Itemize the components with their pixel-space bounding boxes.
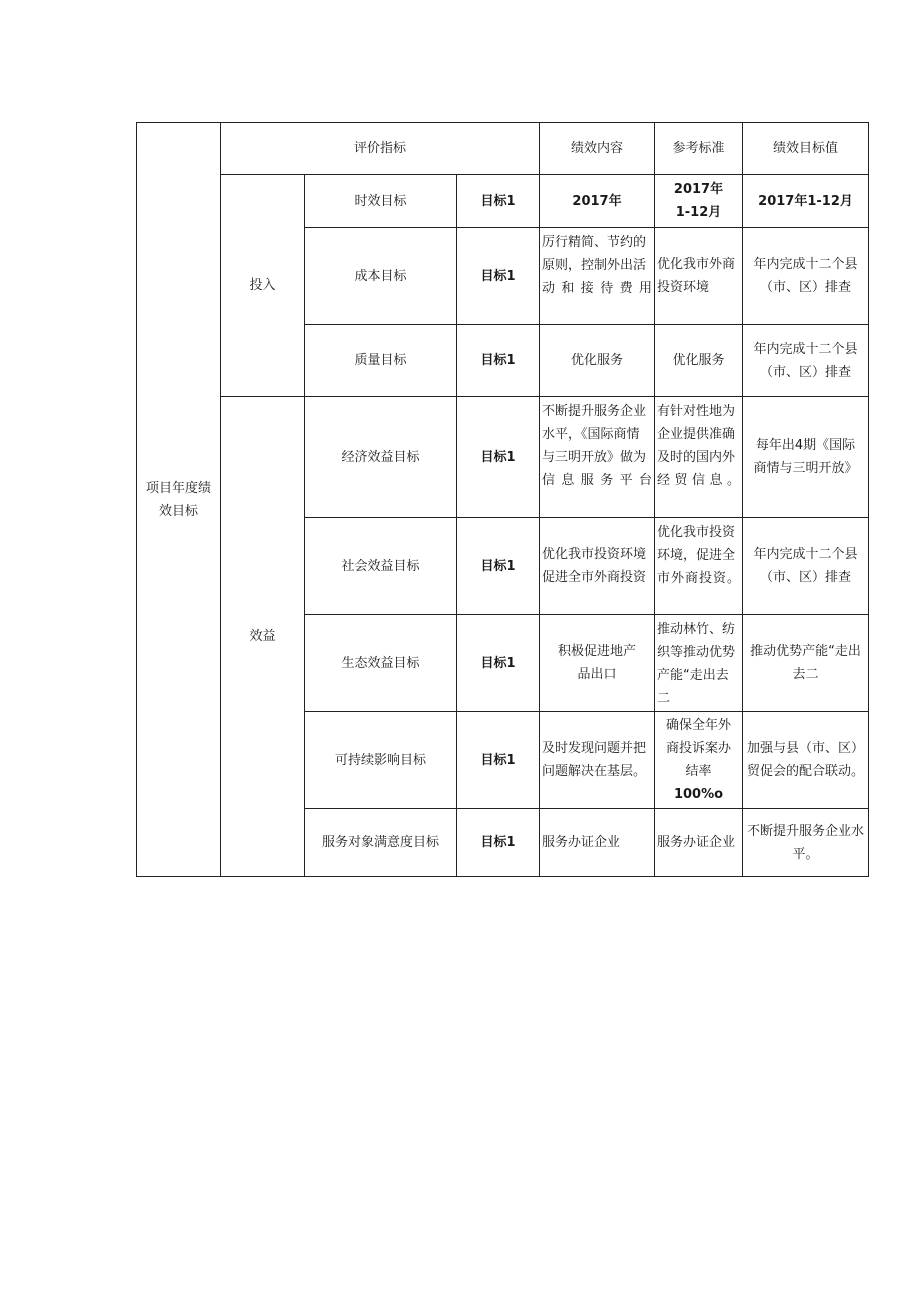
standard-cell: 优化我市投资环境，促进全市外商投资。 — [655, 518, 743, 615]
content-cell: 及时发现问题并把问题解决在基层。 — [540, 712, 655, 809]
standard-percentage: 100%o — [673, 787, 724, 802]
indicator-cell: 服务对象满意度目标 — [305, 809, 457, 877]
content-cell: 不断提升服务企业水平，《国际商情与三明开放》做为信息服务平台 — [540, 397, 655, 518]
indicator-cell: 可持续影响目标 — [305, 712, 457, 809]
target-cell: 目标1 — [457, 325, 540, 397]
indicator-cell: 社会效益目标 — [305, 518, 457, 615]
value-cell: 加强与县（市、区）贸促会的配合联动。 — [743, 712, 869, 809]
indicator-cell: 经济效益目标 — [305, 397, 457, 518]
standard-cell: 服务办证企业 — [655, 809, 743, 877]
value-cell: 2017年1-12月 — [743, 175, 869, 228]
value-cell: 年内完成十二个县（市、区）排查 — [743, 325, 869, 397]
target-cell: 目标1 — [457, 397, 540, 518]
performance-goals-table — [136, 122, 869, 877]
indicator-cell: 时效目标 — [305, 175, 457, 228]
content-cell: 厉行精简、节约的原则，控制外出活动和接待费用 — [540, 228, 655, 325]
value-cell: 年内完成十二个县（市、区）排查 — [743, 518, 869, 615]
content-cell: 优化我市投资环境促进全市外商投资 — [540, 518, 655, 615]
target-cell: 目标1 — [457, 615, 540, 712]
standard-cell: 有针对性地为企业提供准确及时的国内外经贸信息。 — [655, 397, 743, 518]
header-indicator: 评价指标 — [221, 123, 540, 175]
target-cell: 目标1 — [457, 809, 540, 877]
target-cell: 目标1 — [457, 228, 540, 325]
value-cell: 推动优势产能“走出去二 — [743, 615, 869, 712]
content-cell: 优化服务 — [540, 325, 655, 397]
target-cell: 目标1 — [457, 175, 540, 228]
standard-text: 确保全年外商投诉案办结率 — [666, 718, 732, 779]
indicator-cell: 成本目标 — [305, 228, 457, 325]
table-row — [137, 175, 869, 228]
table-row — [137, 397, 869, 518]
header-target-value: 绩效目标值 — [743, 123, 869, 175]
indicator-cell: 生态效益目标 — [305, 615, 457, 712]
content-cell: 服务办证企业 — [540, 809, 655, 877]
value-cell: 年内完成十二个县（市、区）排查 — [743, 228, 869, 325]
header-standard: 参考标准 — [655, 123, 743, 175]
standard-cell: 2017年 1-12月 — [655, 175, 743, 228]
row-header-annual-goals: 项目年度绩效目标 — [137, 123, 221, 877]
standard-cell: 优化服务 — [655, 325, 743, 397]
group-input: 投入 — [221, 175, 305, 397]
standard-cell — [655, 712, 743, 809]
standard-cell: 推动林竹、纺织等推动优势产能“走出去二 — [655, 615, 743, 712]
value-cell: 每年出4期《国际商情与三明开放》 — [743, 397, 869, 518]
indicator-cell: 质量目标 — [305, 325, 457, 397]
header-content: 绩效内容 — [540, 123, 655, 175]
target-cell: 目标1 — [457, 518, 540, 615]
standard-cell: 优化我市外商投资环境 — [655, 228, 743, 325]
content-cell: 积极促进地产品出口 — [540, 615, 655, 712]
header-row — [137, 123, 869, 175]
value-cell: 不断提升服务企业水平。 — [743, 809, 869, 877]
content-cell: 2017年 — [540, 175, 655, 228]
target-cell: 目标1 — [457, 712, 540, 809]
group-benefit: 效益 — [221, 397, 305, 877]
